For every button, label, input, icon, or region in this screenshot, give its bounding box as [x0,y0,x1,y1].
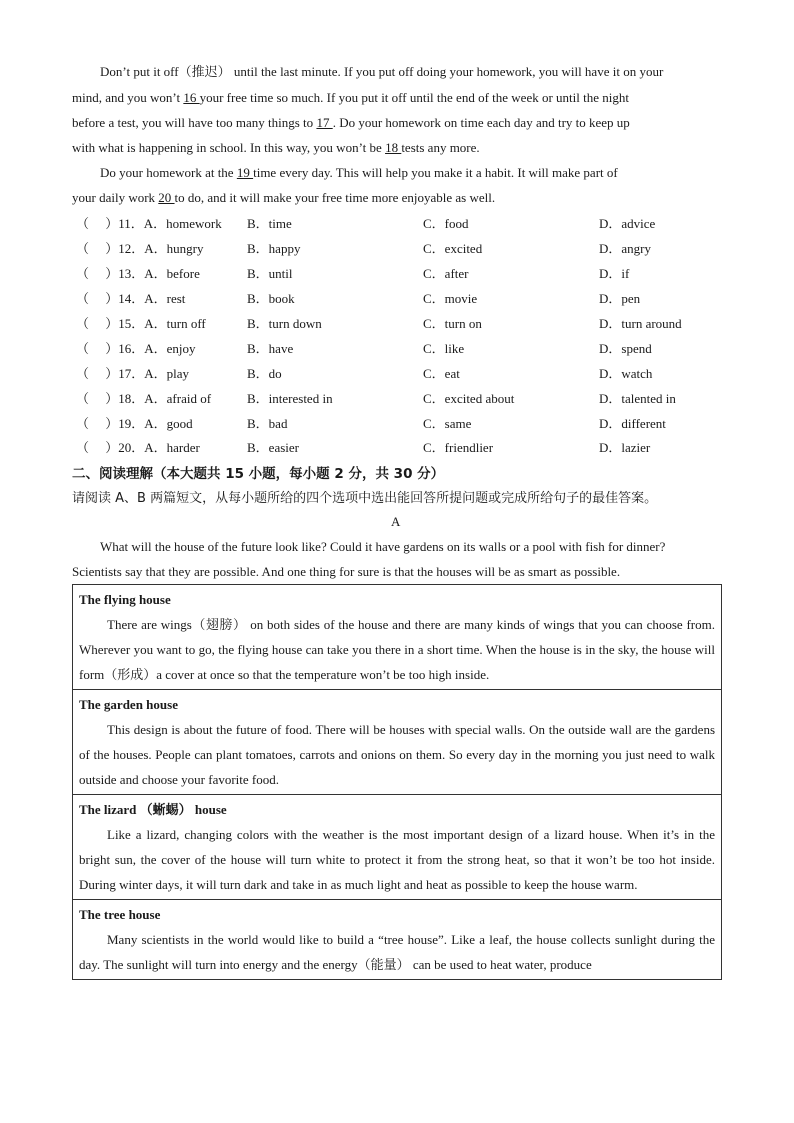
question-row [76,336,716,361]
option-d: D．if [599,266,630,281]
option-b: B．happy [247,241,301,256]
option-c: C．like [423,341,465,356]
cloze-line [72,138,480,158]
option-d: D．angry [599,241,651,256]
house-title: The flying house [79,592,171,607]
section-heading: 二、阅读理解（本大题共 15 小题，每小题 2 分，共 30 分） [72,466,445,482]
option-c: C．food [423,216,469,231]
option-b: B．easier [247,440,299,455]
option-b: B．interested in [247,391,333,406]
passage-label: A [391,514,401,529]
option-a: （ ）20．A．harder [76,440,200,455]
blank-18: 18 [385,140,402,155]
option-d: D．different [599,416,666,431]
option-c: C．turn on [423,316,482,331]
table-row [73,900,722,980]
option-c: C．excited about [423,391,515,406]
cloze-text: mind, and you won’t [72,90,184,105]
cloze-line [100,62,663,82]
table-row [73,690,722,795]
cloze-text: to do, and it will make your free time more enjoyable as well. [174,190,496,205]
option-b: B．do [247,366,282,381]
option-c: C．excited [423,241,483,256]
option-c: C．after [423,266,469,281]
option-a: （ ）17．A．play [76,366,190,381]
house-body: This design is about the future of food. There will be houses with special walls. On the outside wall are the gardens of the houses. People can plant tomatoes, carrots and onions on them. So every day in the morning you just need to walk outside and choose your favorite food. [79,722,715,787]
option-d: D．talented in [599,391,676,406]
intro-line: What will the house of the future look like? Could it have gardens on its walls or a pool with fish for dinner? [100,539,666,554]
house-cell [73,900,722,980]
cloze-text: Do your homework at the [100,165,237,180]
question-row [76,211,716,236]
option-a: （ ）14．A．rest [76,291,186,306]
option-d: D．spend [599,341,652,356]
cloze-text: time every day. This will help you make it a habit. It will make part of [253,165,618,180]
table-row [73,585,722,690]
house-cell [73,585,722,690]
cloze-line [100,163,618,183]
house-cell [73,690,722,795]
cloze-text: your daily work [72,190,159,205]
cloze-text: . Do your homework on time each day and try to keep up [332,115,630,130]
option-b: B．have [247,341,294,356]
question-row [76,286,716,311]
question-row [76,236,716,261]
cloze-text: with what is happening in school. In this way, you won’t be [72,140,386,155]
cloze-line [72,113,630,133]
option-c: C．movie [423,291,478,306]
blank-20: 20 [158,190,175,205]
house-title: The garden house [79,697,178,712]
option-a: （ ）11．A．homework [76,216,222,231]
house-cell [73,795,722,900]
question-row [76,435,716,460]
option-a: （ ）18．A．afraid of [76,391,212,406]
option-b: B．bad [247,416,288,431]
cloze-text: before a test, you will have too many things to [72,115,317,130]
option-b: B．time [247,216,292,231]
option-d: D．watch [599,366,653,381]
option-d: D．turn around [599,316,682,331]
section-instruction: 请阅读 A、B 两篇短文，从每小题所给的四个选项中选出能回答所提问题或完成所给句子的最佳答案。 [72,491,658,506]
option-a: （ ）13．A．before [76,266,200,281]
option-a: （ ）19．A．good [76,416,193,431]
house-title: The lizard （蜥蜴） house [79,802,227,817]
blank-16: 16 [183,90,200,105]
question-row [76,411,716,436]
house-body: Many scientists in the world would like to build a “tree house”. Like a leaf, the house collects sunlight during the day. The sunlight will turn into energy and the energy（能量） can be used to heat water, produce [79,932,715,972]
cloze-text: your free time so much. If you put it off until the end of the week or until the night [199,90,629,105]
option-a: （ ）15．A．turn off [76,316,206,331]
option-a: （ ）16．A．enjoy [76,341,196,356]
option-b: B．book [247,291,295,306]
houses-table [72,584,722,980]
house-title: The tree house [79,907,161,922]
option-d: D．lazier [599,440,651,455]
table-row [73,795,722,900]
option-b: B．turn down [247,316,322,331]
cloze-line [72,188,495,208]
option-c: C．same [423,416,472,431]
house-body: Like a lizard, changing colors with the weather is the most important design of a lizard house. When it’s in the bright sun, the cover of the house will turn white to protect it from the strong heat, so that it won’t be too hot inside. During winter days, it will turn dark and take in as much light and heat as possible to keep the house warm. [79,827,715,892]
cloze-line [72,88,629,108]
house-body: There are wings（翅膀） on both sides of the house and there are many kinds of wings that you can choose from. Wherever you want to go, the flying house can take you there in a short time. When the house is in the sky, the house will form（形成）a cover at once so that the temperature won’t be too high inside. [79,617,715,682]
option-d: D．advice [599,216,656,231]
blank-17: 17 [316,115,333,130]
cloze-text: Don’t put it off（推迟） until the last minute. If you put off doing your homework, you will have it on your [100,64,664,79]
question-row [76,361,716,386]
option-c: C．friendlier [423,440,494,455]
cloze-text: tests any more. [401,140,480,155]
question-row [76,311,716,336]
option-a: （ ）12．A．hungry [76,241,204,256]
intro-line: Scientists say that they are possible. And one thing for sure is that the houses will be as smart as possible. [72,564,621,579]
question-row [76,261,716,286]
blank-19: 19 [236,165,254,180]
option-c: C．eat [423,366,460,381]
option-b: B．until [247,266,293,281]
question-row [76,386,716,411]
option-d: D．pen [599,291,641,306]
